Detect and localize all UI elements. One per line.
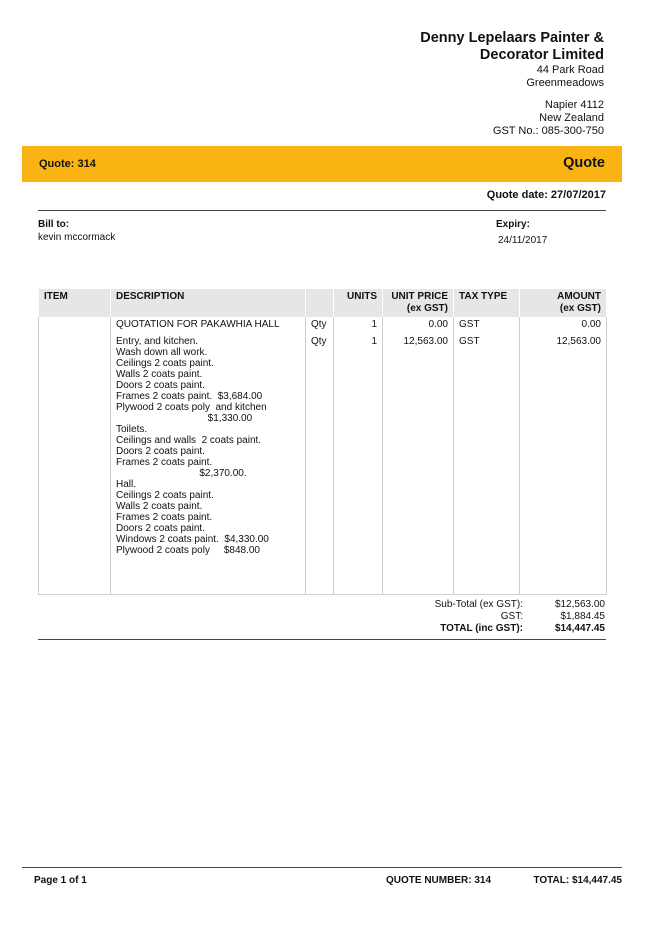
quote-header-band xyxy=(22,146,622,182)
gst-label: GST: xyxy=(500,611,523,622)
subtotal-label: Sub-Total (ex GST): xyxy=(434,599,523,610)
header-unit-price: UNIT PRICE (ex GST) xyxy=(383,289,454,317)
row-description: Entry, and kitchen. Wash down all work. Ceilings 2 coats paint. Walls 2 coats paint. Doors 2 coats paint. Frames 2 coats paint. $3,684.00 Plywood 2 coats poly and kitchen $1,330.00 Toilets. Ceilings and walls 2 coats paint. Doors 2 coats paint. Frames 2 coats paint. $2,370.00. Hall. Ceilings 2 coats paint. Walls 2 coats paint. Frames 2 coats paint. Doors 2 coats paint. Windows 2 coats paint. $4,330.00 Plywood 2 coats poly $848.00 xyxy=(111,332,306,595)
expiry-date: 24/11/2017 xyxy=(498,235,548,246)
header-item: ITEM xyxy=(39,289,111,317)
row-description: QUOTATION FOR PAKAWHIA HALL xyxy=(111,317,306,332)
header-units: UNITS xyxy=(334,289,383,317)
row-units: 1 xyxy=(334,317,383,332)
quote-date: Quote date: 27/07/2017 xyxy=(486,189,606,201)
row-item xyxy=(39,332,111,595)
row-item xyxy=(39,317,111,332)
company-name-line2: Decorator Limited xyxy=(479,47,604,63)
footer-quote-number: QUOTE NUMBER: 314 xyxy=(386,875,492,886)
row-uom: Qty xyxy=(306,317,334,332)
company-address-line1: 44 Park Road xyxy=(536,64,604,76)
row-tax-type: GST xyxy=(454,317,520,332)
page-number: Page 1 of 1 xyxy=(34,875,87,886)
row-amount: 12,563.00 xyxy=(520,332,607,595)
header-amount: AMOUNT (ex GST) xyxy=(520,289,607,317)
subtotal-row xyxy=(305,599,605,611)
total-row xyxy=(305,623,605,635)
total-label: TOTAL (inc GST): xyxy=(440,623,523,634)
row-amount: 0.00 xyxy=(520,317,607,332)
company-gst-number: GST No.: 085-300-750 xyxy=(492,125,604,137)
company-address-line2: Greenmeadows xyxy=(526,77,604,89)
document-title: Quote xyxy=(563,155,605,171)
gst-value: $1,884.45 xyxy=(560,611,605,622)
bill-to-block xyxy=(38,218,115,244)
header-description: DESCRIPTION xyxy=(111,289,306,317)
total-value: $14,447.45 xyxy=(554,623,605,634)
divider xyxy=(38,639,606,640)
totals-block xyxy=(305,599,605,635)
bill-to-label: Bill to: xyxy=(38,219,70,230)
row-unit-price: 0.00 xyxy=(383,317,454,332)
divider xyxy=(22,867,622,868)
row-uom: Qty xyxy=(306,332,334,595)
expiry-label: Expiry: xyxy=(496,219,530,230)
table-header-row xyxy=(39,289,607,317)
gst-row xyxy=(305,611,605,623)
table-row xyxy=(39,317,607,332)
company-city: Napier 4112 xyxy=(544,99,604,111)
row-tax-type: GST xyxy=(454,332,520,595)
header-tax-type: TAX TYPE xyxy=(454,289,520,317)
footer-total: TOTAL: $14,447.45 xyxy=(533,875,622,886)
company-country: New Zealand xyxy=(539,112,604,124)
row-unit-price: 12,563.00 xyxy=(383,332,454,595)
line-items-table xyxy=(38,289,607,595)
company-name-line1: Denny Lepelaars Painter & xyxy=(420,30,604,46)
quote-number-label: Quote: 314 xyxy=(39,158,96,170)
table-row xyxy=(39,332,607,595)
subtotal-value: $12,563.00 xyxy=(554,599,605,610)
divider xyxy=(38,210,606,211)
company-block xyxy=(284,30,604,138)
bill-to-name: kevin mccormack xyxy=(38,232,116,243)
expiry-block xyxy=(496,218,547,247)
header-blank xyxy=(306,289,334,317)
row-units: 1 xyxy=(334,332,383,595)
